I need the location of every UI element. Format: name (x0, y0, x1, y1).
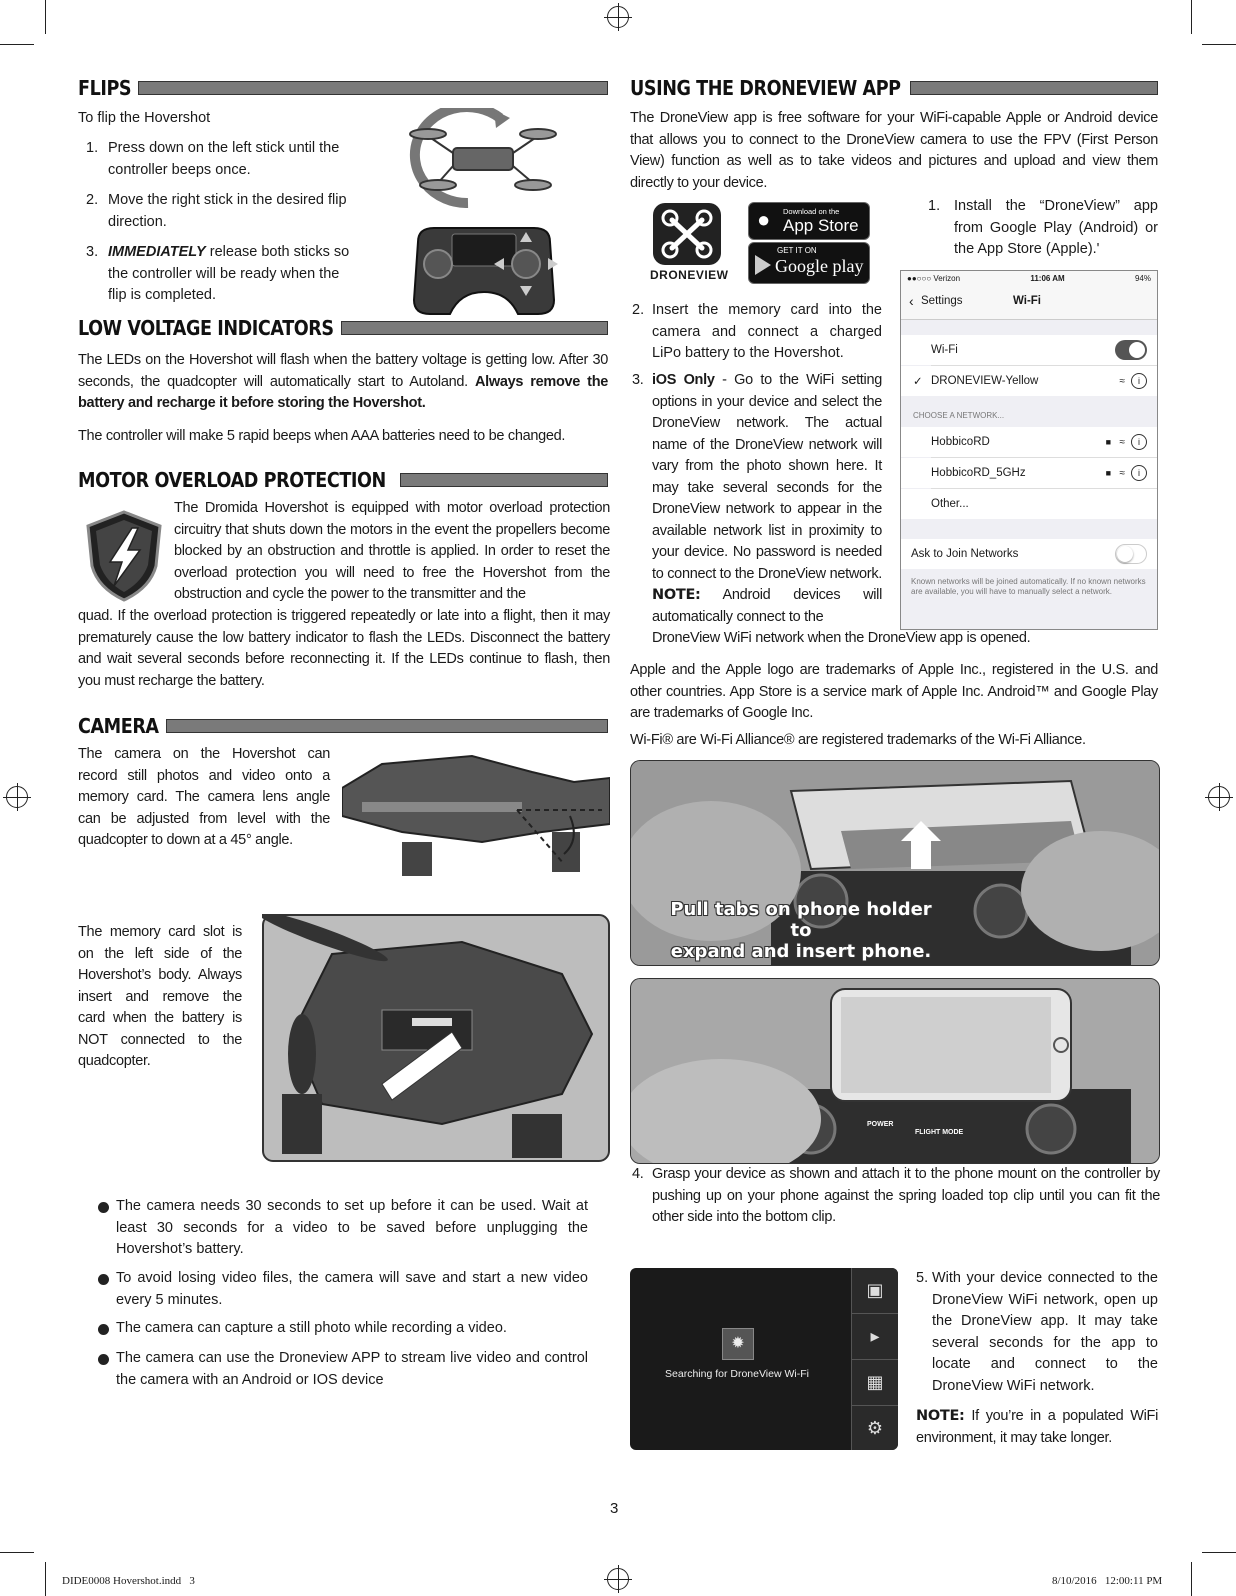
step-number: 2. (86, 192, 99, 208)
loading-spinner-icon: ✹ (722, 1328, 754, 1360)
apple-icon: ● (757, 207, 771, 232)
step-number: 2. (632, 302, 645, 318)
checkmark-icon: ✓ (913, 376, 923, 388)
choose-network-header: CHOOSE A NETWORK... (913, 411, 1005, 420)
heading-rule (910, 81, 1158, 95)
bullet-dot (98, 1274, 109, 1285)
controller-illustration (408, 222, 560, 318)
note-paragraph (916, 1406, 1158, 1449)
step-text: Grasp your device as shown and attach it to the phone mount on the controller by pushing up on your phone against the spring loaded top clip until you can fit the other side into the bottom clip. (652, 1166, 1160, 1225)
motor-overload-wrap-text: The Dromida Hovershot is equipped with motor overload protection circuitry that shuts down the motors in the event the propellers become blocked by an obstruction and throttle is applied. In order to reset the overload protection you will need to free the Hovershot from the obstruction and cycle the power to the transmitter and the (174, 500, 610, 602)
network-row[interactable] (901, 427, 1157, 457)
low-voltage-warning: Always remove the battery and recharge it before storing the Hovershot. (78, 373, 609, 411)
flight-mode-label: FLIGHT MODE (915, 1129, 964, 1136)
low-voltage-heading (78, 316, 608, 340)
app-search-status: Searching for DroneView Wi-Fi (665, 1368, 809, 1380)
phone-holder-photo (630, 760, 1160, 966)
trademark-text: Wi-Fi® are Wi-Fi Alliance® are registered trademarks of the Wi-Fi Alliance. (630, 732, 1086, 748)
camera-icon[interactable]: ▣ (852, 1268, 898, 1314)
registration-mark-icon (6, 786, 28, 808)
ask-to-join-note: Known networks will be joined automatically. If no known networks are available, you will have to manually select a network. (911, 577, 1146, 596)
wifi-signal-icon: ≈ (1119, 467, 1125, 479)
step-text (108, 242, 358, 307)
page-number: 3 (610, 1500, 619, 1517)
low-voltage-text (78, 350, 608, 415)
app-store-small-text: Download on the (783, 207, 840, 216)
droneview-intro: The DroneView app is free software for your WiFi-capable Apple or Android device that allows you to connect to the DroneView camera to use the FPV (First Person View) function as well as to take videos and pictures and upload and view them directly to your device. (630, 110, 1158, 191)
lock-icon: ■ (1105, 437, 1111, 447)
crop-mark (45, 1562, 46, 1596)
crop-mark (1191, 0, 1192, 34)
google-play-badge[interactable] (748, 242, 870, 284)
droneview-title: USING THE DRONEVIEW APP (630, 76, 901, 100)
ios-carrier: ●●○○○ Verizon (907, 273, 961, 283)
wifi-toggle[interactable] (1115, 340, 1147, 360)
app-store-badge[interactable] (748, 202, 870, 240)
photo-caption (661, 899, 941, 962)
trademark-text: Apple and the Apple logo are trademarks of Apple Inc., registered in the U.S. and other countries. App Store is a service mark of Apple Inc. Android™ and Google Play are trademarks of Google Inc. (630, 662, 1158, 721)
low-voltage-title: LOW VOLTAGE INDICATORS (78, 316, 334, 340)
ios-time: 11:06 AM (1030, 273, 1065, 283)
connected-network-name: DRONEVIEW-Yellow (931, 375, 1039, 387)
crop-mark (0, 44, 34, 45)
camera-p2: The memory card slot is on the left side of the Hovershot’s body. Always insert and remove the card when the battery is NOT connected to the quadcopter. (78, 924, 242, 1069)
ios-nav-bar (901, 285, 1157, 320)
google-play-text: Google play (775, 256, 864, 276)
registration-mark-icon (607, 1568, 629, 1590)
shield-lightning-icon (82, 508, 166, 604)
note-text: If you’re in a populated WiFi environment, it may take longer. (916, 1408, 1158, 1446)
crop-mark (1191, 1562, 1192, 1596)
bullet-text: The camera can use the Droneview APP to stream live video and control the camera with an Android or IOS device (116, 1350, 588, 1388)
bullet-dot (98, 1202, 109, 1213)
flips-intro: To flip the Hovershot (78, 110, 211, 126)
other-network-label: Other... (931, 498, 969, 510)
wifi-label: Wi-Fi (931, 344, 958, 356)
low-voltage-p1: The LEDs on the Hovershot will flash when the battery voltage is getting low. After 30 seconds, the quadcopter will automatically start to Autoland. (78, 352, 608, 390)
registration-mark-icon (1208, 786, 1230, 808)
heading-rule (166, 719, 608, 733)
ios-screen-title: Wi-Fi (1013, 295, 1041, 307)
heading-rule (400, 473, 608, 487)
crop-mark (1202, 44, 1236, 45)
step-number: 5. (916, 1270, 929, 1286)
step-text: With your device connected to the DroneView WiFi network, open up the DroneView app. It may take several seconds for the app to locate and connect to the DroneView WiFi network. (932, 1270, 1158, 1394)
step-text: Insert the memory card into the camera and connect a charged LiPo battery to the Hovershot. (652, 302, 882, 361)
flips-title: FLIPS (78, 76, 132, 100)
power-label: POWER (867, 1121, 894, 1128)
step-number: 1. (86, 140, 99, 156)
camera-angle-illustration (342, 752, 610, 880)
flip-drone-illustration (398, 108, 568, 208)
google-play-small-text: GET IT ON (777, 246, 817, 255)
low-voltage-p2: The controller will make 5 rapid beeps when AAA batteries need to be changed. (78, 428, 566, 444)
info-icon[interactable]: i (1131, 373, 1147, 389)
info-icon[interactable]: i (1131, 465, 1147, 481)
camera-title: CAMERA (78, 714, 159, 738)
step-text-tail: release both sticks so the controller will be ready when the flip is completed. (108, 244, 350, 303)
droneview-app-icon (652, 202, 722, 266)
ios-status-bar (901, 271, 1157, 285)
connected-network-row[interactable] (901, 366, 1157, 396)
play-triangle-icon (755, 255, 771, 275)
motor-overload-full-text: quad. If the overload protection is triggered repeatedly or late into a flight, then it may prematurely cause the low battery indicator to flash the LEDs. Disconnect the battery and wait several seconds before reconnecting it. If the LEDs continue to flash, then you must recharge the battery. (78, 608, 610, 689)
step-text: Press down on the left stick until the controller beeps once. (108, 140, 340, 178)
video-camera-icon[interactable]: ▸ (852, 1314, 898, 1360)
ios-wifi-screenshot (900, 270, 1158, 630)
step-text: Move the right stick in the desired flip direction. (108, 192, 347, 230)
network-name: HobbicoRD_5GHz (931, 467, 1026, 479)
phone-mounted-scene (631, 979, 1159, 1163)
network-name: HobbicoRD (931, 436, 990, 448)
droneview-logo (646, 202, 730, 284)
footer-file-name: DIDE0008 Hovershot.indd 3 (62, 1575, 195, 1587)
phone-mounted-photo (630, 978, 1160, 1164)
other-network-row[interactable] (901, 489, 1157, 519)
footer-timestamp: 8/10/2016 12:00:11 PM (1052, 1575, 1163, 1587)
photo-caption-line: expand and insert phone. (670, 941, 932, 962)
motor-overload-title: MOTOR OVERLOAD PROTECTION (78, 468, 386, 492)
settings-gear-icon[interactable]: ⚙ (866, 1418, 884, 1438)
registration-mark-icon (607, 6, 629, 28)
ask-to-join-row (901, 539, 1157, 569)
gallery-icon[interactable]: ▦ (852, 1360, 898, 1406)
ask-to-join-label: Ask to Join Networks (911, 548, 1019, 560)
step-text-tail: Android devices will automatically connect to the (652, 587, 882, 625)
camera-heading (78, 714, 608, 738)
wifi-signal-icon: ≈ (1119, 375, 1125, 387)
droneview-logo-text: DRONEVIEW (650, 268, 729, 282)
network-row[interactable] (901, 458, 1157, 488)
heading-rule (341, 321, 608, 335)
wifi-signal-icon: ≈ (1119, 436, 1125, 448)
camera-p1: The camera on the Hovershot can record still photos and video onto a memory card. The camera lens angle can be adjusted from level with the quadcopter to down at a 45° angle. (78, 746, 330, 848)
step-text (652, 370, 882, 628)
info-icon[interactable]: i (1131, 434, 1147, 450)
flips-heading (78, 76, 608, 100)
step-text: Install the “DroneView” app from Google Play (Android) or the App Store (Apple).' (954, 198, 1158, 257)
ask-to-join-toggle[interactable] (1115, 544, 1147, 564)
bullet-text: The camera needs 30 seconds to set up before it can be used. Wait at least 30 seconds for a video to be saved before unplugging the Hovershot’s battery. (116, 1198, 588, 1257)
wifi-toggle-row (901, 335, 1157, 365)
note-label: NOTE: (916, 1408, 965, 1424)
step-number: 4. (632, 1166, 644, 1182)
ios-back-button[interactable]: Settings (921, 295, 963, 307)
app-side-toolbar (851, 1268, 898, 1450)
crop-mark (1202, 1552, 1236, 1553)
droneview-heading (630, 76, 1158, 100)
step3-last-line: DroneView WiFi network when the DroneView app is opened. (652, 630, 1031, 646)
bullet-text: The camera can capture a still photo while recording a video. (116, 1320, 507, 1336)
step-emphasis: iOS Only (652, 372, 715, 388)
lock-icon: ■ (1105, 468, 1111, 478)
bullet-text: To avoid losing video files, the camera will save and start a new video every 5 minutes. (116, 1270, 588, 1308)
step-text-main: - Go to the WiFi setting options in your device and select the DroneView network. The actual name of the DroneView network will vary from the photo shown here. It may take several seconds for the DroneView network to appear in the available network list in proximity to your device. No password is needed to connect to the DroneView network. (652, 372, 882, 582)
crop-mark (0, 1552, 34, 1553)
step-emphasis: IMMEDIATELY (108, 244, 206, 260)
droneview-app-screen (630, 1268, 898, 1450)
memory-card-slot-illustration (262, 914, 610, 1162)
bullet-dot (98, 1324, 109, 1335)
heading-rule (138, 81, 608, 95)
app-store-text: App Store (783, 216, 859, 235)
bullet-dot (98, 1354, 109, 1365)
back-chevron-icon[interactable]: ‹ (909, 293, 914, 309)
note-label: NOTE: (652, 587, 701, 603)
step-number: 3. (86, 244, 99, 260)
ios-battery: 94% (1134, 273, 1151, 283)
photo-caption-line: Pull tabs on phone holder to (670, 899, 932, 941)
motor-overload-heading (78, 468, 608, 492)
crop-mark (45, 0, 46, 34)
step-number: 3. (632, 372, 644, 388)
step-number: 1. (928, 198, 941, 214)
